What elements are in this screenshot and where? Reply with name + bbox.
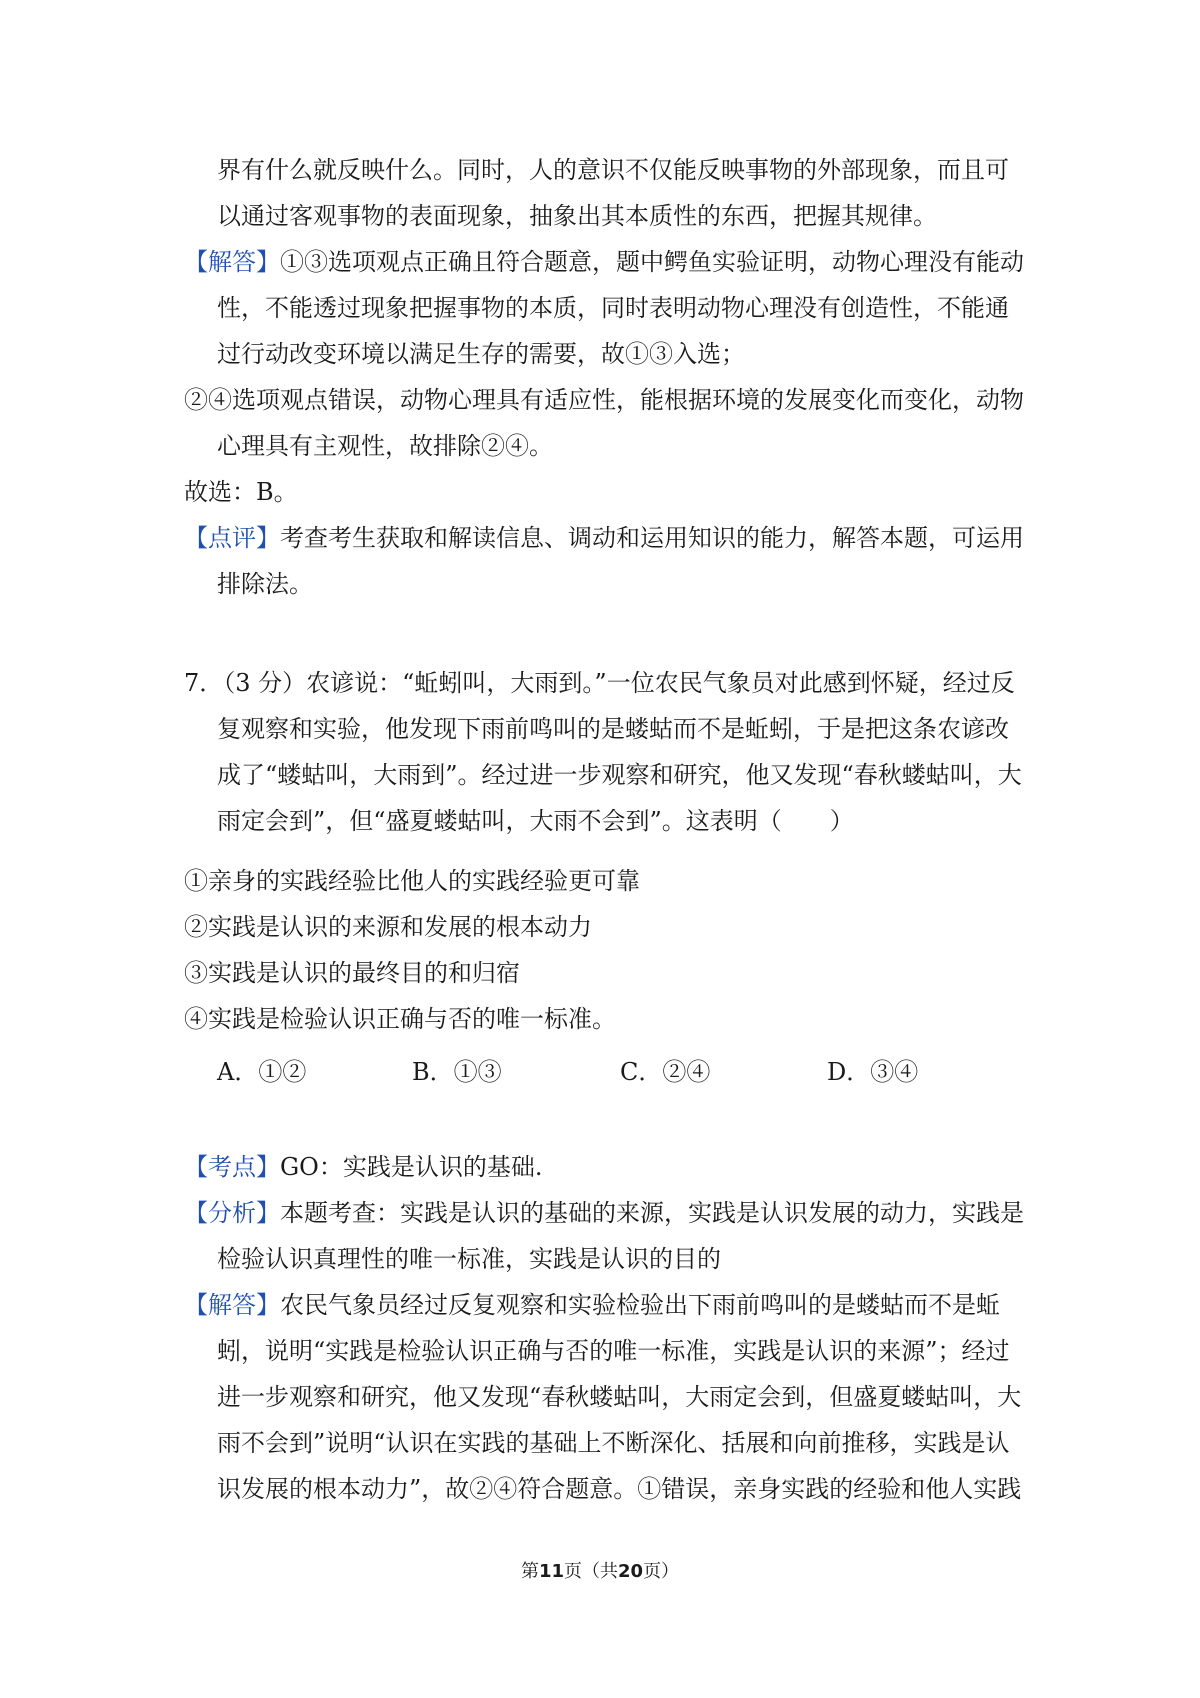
text-line: 检验认识真理性的唯一标准，实践是认识的目的 [217,1245,721,1273]
statement-line: ④实践是检验认识正确与否的唯一标准。 [184,1005,616,1033]
footer-middle: 页（共 [564,1561,618,1582]
text-line: 过行动改变环境以满足生存的需要，故①③入选； [217,340,745,368]
text-line: 心理具有主观性，故排除②④。 [217,432,553,460]
answer-line: 【解答】农民气象员经过反复观察和实验检验出下雨前鸣叫的是蝼蛄而不是蚯 [184,1291,1000,1319]
text-line: ②④选项观点错误，动物心理具有适应性，能根据环境的发展变化而变化，动物 [184,386,1024,414]
comment-line: 【点评】考查考生获取和解读信息、调动和运用知识的能力，解答本题，可运用 [184,524,1024,552]
text-line: 成了“蝼蛄叫，大雨到”。经过进一步观察和研究，他又发现“春秋蝼蛄叫，大 [217,761,1022,789]
section-tag: 【解答】 [184,1291,280,1319]
statement-line: ③实践是认识的最终目的和归宿 [184,959,520,987]
text-line: 雨不会到”说明“认识在实践的基础上不断深化、括展和向前推移，实践是认 [217,1429,1010,1457]
analysis-line: 【分析】本题考查：实践是认识的基础的来源，实践是认识发展的动力，实践是 [184,1199,1024,1227]
text-line: 性，不能透过现象把握事物的本质，同时表明动物心理没有创造性，不能通 [217,294,1009,322]
text-line: 复观察和实验，他发现下雨前鸣叫的是蝼蛄而不是蚯蚓，于是把这条农谚改 [217,715,1009,743]
statement-line: ①亲身的实践经验比他人的实践经验更可靠 [184,867,640,895]
text-line: 排除法。 [217,570,313,598]
answer-line: 【解答】①③选项观点正确且符合题意，题中鳄鱼实验证明，动物心理没有能动 [184,248,1024,276]
section-tag: 【解答】 [184,248,280,276]
footer-suffix: 页） [643,1561,680,1582]
knowledge-point-line: 【考点】GO：实践是认识的基础. [184,1153,543,1181]
option-b: B．①③ [412,1058,502,1086]
section-tag: 【点评】 [184,524,280,552]
text-line: 雨定会到”，但“盛夏蝼蛄叫，大雨不会到”。这表明（ ） [217,807,854,835]
option-c: C．②④ [620,1058,711,1086]
statement-line: ②实践是认识的来源和发展的根本动力 [184,913,592,941]
total-pages: 20 [618,1561,644,1582]
text-line: 进一步观察和研究，他又发现“春秋蝼蛄叫，大雨定会到，但盛夏蝼蛄叫，大 [217,1383,1022,1411]
answer-choice-line: 故选：B。 [184,478,298,506]
text-line: 界有什么就反映什么。同时，人的意识不仅能反映事物的外部现象，而且可 [217,156,1009,184]
section-tag: 【考点】 [184,1153,280,1181]
page-number: 11 [538,1561,564,1582]
text-line: 识发展的根本动力”，故②④符合题意。①错误，亲身实践的经验和他人实践 [217,1475,1022,1503]
text-line: 以通过客观事物的表面现象，抽象出其本质性的东西，把握其规律。 [217,202,937,230]
option-a: A．①② [217,1058,307,1086]
section-tag: 【分析】 [184,1199,280,1227]
option-d: D．③④ [827,1058,919,1086]
text-line: 蚓，说明“实践是检验认识正确与否的唯一标准，实践是认识的来源”；经过 [217,1337,1010,1365]
footer-prefix: 第 [520,1561,539,1582]
page-footer [0,1560,1200,1584]
question-stem-line: 7．（3 分）农谚说：“蚯蚓叫，大雨到。”一位农民气象员对此感到怀疑，经过反 [184,669,1015,697]
